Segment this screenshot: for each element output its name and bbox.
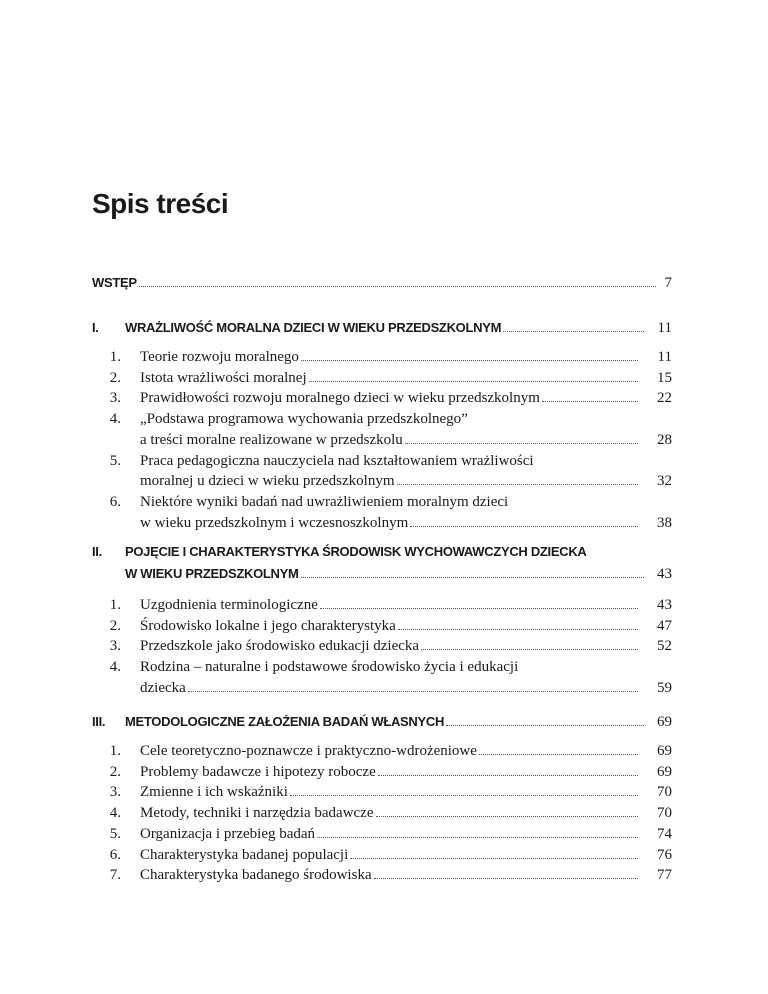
page-number bbox=[632, 638, 672, 655]
page-number bbox=[632, 597, 672, 614]
page-number-text: 43 bbox=[657, 597, 672, 613]
page-number-text: 43 bbox=[657, 566, 672, 582]
item-number: 3. bbox=[109, 390, 121, 407]
page-number bbox=[632, 784, 672, 801]
dotted-leader bbox=[301, 360, 638, 361]
page-number-text: 28 bbox=[657, 431, 672, 448]
toc-entry-text: Organizacja i przebieg badań bbox=[140, 825, 316, 842]
chapter-title: POJĘCIE I CHARAKTERYSTYKA ŚRODOWISK WYCHOWAWCZYCH DZIECKA bbox=[125, 544, 587, 559]
page-number bbox=[632, 275, 672, 292]
toc-entry-text: Prawidłowości rozwoju moralnego dzieci w wieku przedszkolnym bbox=[140, 390, 540, 407]
toc-entry bbox=[140, 805, 642, 822]
toc-entry bbox=[140, 826, 642, 843]
page-number-text: 77 bbox=[657, 867, 672, 884]
toc-entry bbox=[140, 390, 642, 407]
dotted-leader bbox=[542, 401, 638, 402]
page-number-text: 7 bbox=[664, 275, 672, 291]
toc-entry bbox=[140, 680, 642, 697]
toc-entry-text: Środowisko lokalne i jego charakterystyka bbox=[140, 617, 396, 634]
page-number-text: 69 bbox=[657, 763, 672, 780]
page-number-text: 47 bbox=[657, 617, 672, 634]
dotted-leader bbox=[410, 526, 638, 527]
toc-entry-text: Charakterystyka badanego środowiska bbox=[140, 867, 372, 884]
item-number: 2. bbox=[109, 369, 121, 386]
item-number: 4. bbox=[109, 411, 121, 428]
dotted-leader bbox=[350, 858, 638, 859]
dotted-leader bbox=[290, 795, 638, 796]
toc-entry: „Podstawa programowa wychowania przedszkolnego” bbox=[140, 411, 468, 428]
chapter-title-text: W WIEKU PRZEDSZKOLNYM bbox=[125, 566, 299, 581]
toc-entry: Rodzina – naturalne i podstawowe środowisko życia i edukacji bbox=[140, 659, 519, 676]
page-number-text: 22 bbox=[657, 390, 672, 407]
page-number bbox=[632, 867, 672, 884]
toc-entry: Praca pedagogiczna nauczyciela nad kształtowaniem wrażliwości bbox=[140, 452, 534, 469]
item-number: 2. bbox=[109, 617, 121, 634]
dotted-leader bbox=[397, 484, 638, 485]
chapter-number: II. bbox=[92, 544, 102, 559]
dotted-leader bbox=[374, 878, 638, 879]
chapter-title bbox=[125, 714, 648, 729]
toc-entry bbox=[140, 597, 642, 614]
chapter-title bbox=[125, 566, 648, 581]
toc-entry bbox=[140, 473, 642, 490]
page-number bbox=[632, 473, 672, 490]
toc-entry-text: a treści moralne realizowane w przedszkolu bbox=[140, 431, 403, 448]
page-number bbox=[632, 714, 672, 731]
toc-entry bbox=[140, 349, 642, 366]
page-number bbox=[632, 349, 672, 366]
page-number-text: 52 bbox=[657, 638, 672, 655]
item-number: 5. bbox=[109, 825, 121, 842]
item-number: 6. bbox=[109, 846, 121, 863]
page-title: Spis treści bbox=[92, 188, 229, 219]
chapter-title-text: WRAŻLIWOŚĆ MORALNA DZIECI W WIEKU PRZEDSZKOLNYM bbox=[125, 320, 502, 335]
dotted-leader bbox=[301, 577, 644, 578]
page-number-text: 76 bbox=[657, 846, 672, 863]
dotted-leader bbox=[421, 649, 638, 650]
page-number-text: 32 bbox=[657, 473, 672, 490]
page-number bbox=[632, 390, 672, 407]
toc-entry-text: Cele teoretyczno-poznawcze i praktyczno-wdrożeniowe bbox=[140, 743, 477, 759]
intro-heading-text: WSTĘP bbox=[92, 275, 137, 290]
toc-entry-text: moralnej u dzieci w wieku przedszkolnym bbox=[140, 473, 395, 490]
page-number-text: 74 bbox=[657, 825, 672, 842]
chapter-title-text: METODOLOGICZNE ZAŁOŻENIA BADAŃ WŁASNYCH bbox=[125, 714, 445, 729]
page-number bbox=[632, 566, 672, 583]
toc-entry bbox=[140, 764, 642, 781]
page-number bbox=[632, 847, 672, 864]
chapter-number: I. bbox=[92, 320, 99, 335]
dotted-leader bbox=[320, 608, 638, 609]
dotted-leader bbox=[376, 816, 639, 817]
intro-heading bbox=[92, 275, 660, 290]
dotted-leader bbox=[398, 629, 638, 630]
item-number: 1. bbox=[109, 743, 121, 759]
toc-entry bbox=[140, 743, 642, 760]
item-number: 1. bbox=[109, 597, 121, 613]
page-number bbox=[632, 764, 672, 781]
page-number-text: 70 bbox=[657, 805, 672, 822]
toc-entry bbox=[140, 847, 642, 864]
dotted-leader bbox=[188, 691, 638, 692]
toc-entry bbox=[140, 370, 642, 387]
page-number bbox=[632, 370, 672, 387]
toc-entry-text: Problemy badawcze i hipotezy robocze bbox=[140, 763, 376, 780]
toc-entry-text: Uzgodnienia terminologiczne bbox=[140, 597, 318, 613]
toc-entry-text: w wieku przedszkolnym i wczesnoszkolnym bbox=[140, 514, 409, 531]
toc-entry bbox=[140, 432, 642, 449]
page-number-text: 11 bbox=[657, 320, 672, 336]
dotted-leader bbox=[139, 286, 656, 287]
item-number: 6. bbox=[109, 493, 121, 510]
dotted-leader bbox=[317, 837, 638, 838]
dotted-leader bbox=[378, 775, 638, 776]
toc-entry-text: Zmienne i ich wskaźniki bbox=[140, 784, 288, 801]
page-number-text: 59 bbox=[657, 679, 672, 696]
page-number-text: 11 bbox=[657, 349, 672, 365]
page-number bbox=[632, 432, 672, 449]
toc-entry: Niektóre wyniki badań nad uwrażliwieniem moralnym dzieci bbox=[140, 493, 509, 510]
page-number bbox=[632, 618, 672, 635]
page-number bbox=[632, 680, 672, 697]
chapter-title bbox=[125, 320, 648, 335]
toc-entry bbox=[140, 515, 642, 532]
item-number: 1. bbox=[109, 349, 121, 365]
page-number-text: 38 bbox=[657, 514, 672, 531]
toc-entry bbox=[140, 784, 642, 801]
item-number: 5. bbox=[109, 452, 121, 469]
dotted-leader bbox=[405, 443, 638, 444]
item-number: 4. bbox=[109, 659, 121, 676]
page-number-text: 69 bbox=[657, 714, 672, 730]
toc-entry-text: Metody, techniki i narzędzia badawcze bbox=[140, 805, 374, 822]
page-number-text: 70 bbox=[657, 784, 672, 801]
page-number-text: 15 bbox=[657, 369, 672, 386]
page-number-text: 69 bbox=[657, 743, 672, 759]
item-number: 7. bbox=[109, 867, 121, 884]
chapter-number: III. bbox=[92, 714, 106, 729]
toc-entry-text: dziecka bbox=[140, 679, 186, 696]
toc-entry-text: Teorie rozwoju moralnego bbox=[140, 349, 299, 365]
dotted-leader bbox=[479, 754, 638, 755]
page-number bbox=[632, 320, 672, 337]
item-number: 3. bbox=[109, 784, 121, 801]
dotted-leader bbox=[309, 381, 638, 382]
toc-entry-text: Przedszkole jako środowisko edukacji dziecka bbox=[140, 638, 420, 655]
item-number: 4. bbox=[109, 805, 121, 822]
toc-entry-text: Charakterystyka badanej populacji bbox=[140, 846, 349, 863]
dotted-leader bbox=[446, 725, 644, 726]
dotted-leader bbox=[503, 331, 644, 332]
item-number: 2. bbox=[109, 763, 121, 780]
item-number: 3. bbox=[109, 638, 121, 655]
page-number bbox=[632, 805, 672, 822]
page-number bbox=[632, 743, 672, 760]
page-number bbox=[632, 515, 672, 532]
toc-entry bbox=[140, 638, 642, 655]
page-number bbox=[632, 826, 672, 843]
toc-entry bbox=[140, 867, 642, 884]
toc-entry-text: Istota wrażliwości moralnej bbox=[140, 369, 307, 386]
toc-entry bbox=[140, 618, 642, 635]
